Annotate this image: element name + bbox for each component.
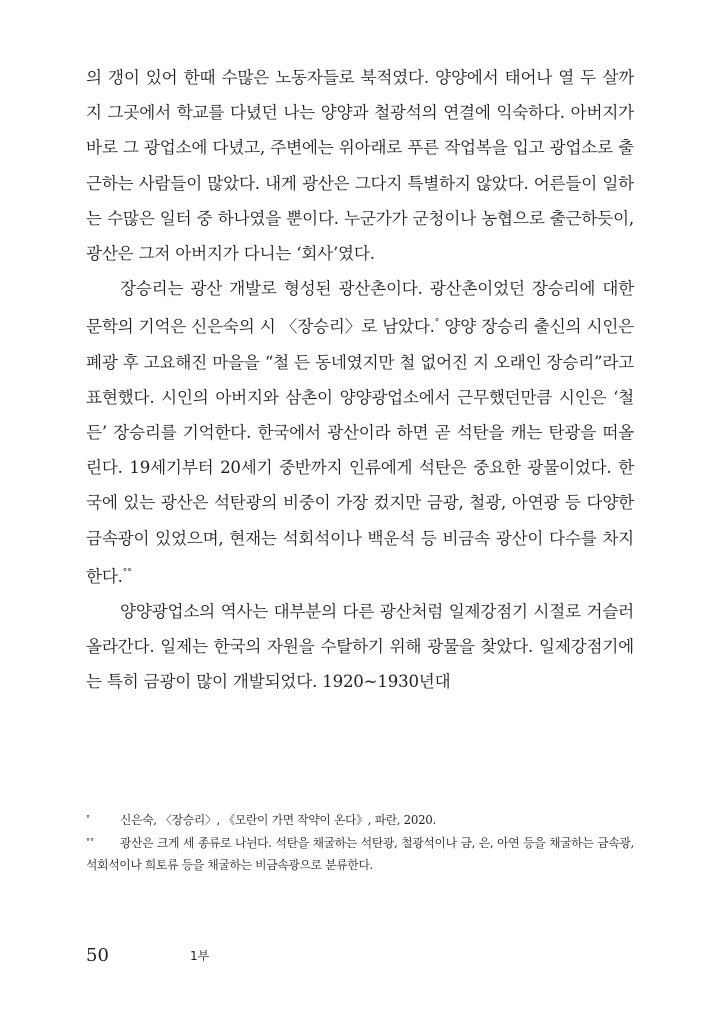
footnote-marker-2[interactable]: °° bbox=[122, 567, 132, 578]
footnote-2-marker: °° bbox=[86, 837, 94, 846]
footnote-1 bbox=[86, 808, 634, 831]
paragraph-3-text: 양양광업소의 역사는 대부분의 다른 광산처럼 일제강점기 시절로 거슬러 올라간다. 일제는 한국의 자원을 수탈하기 위해 광물을 찾았다. 일제강점기에는 특히 금광이 많이 개발되었다. 1920~1930년대 bbox=[86, 602, 634, 692]
footnote-marker-1[interactable]: ° bbox=[434, 318, 440, 329]
footnote-1-marker: ° bbox=[86, 814, 90, 823]
footnote-1-text: 신은숙, 〈장승리〉, 《모란이 가면 작약이 온다》, 파란, 2020. bbox=[120, 813, 436, 827]
paragraph-2-text-a: 장승리는 광산 개발로 형성된 광산촌이다. 광산촌이었던 장승리에 대한 문학의 기억은 신은숙의 시 〈장승리〉로 남았다. bbox=[86, 279, 634, 337]
body-text bbox=[86, 60, 634, 700]
footnote-2-text: 광산은 크게 세 종류로 나뉜다. 석탄을 채굴하는 석탄광, 철광석이나 금, 은, 아연 등을 채굴하는 금속광, 석회석이나 희토류 등을 채굴하는 비금속광으로 분류한다. bbox=[86, 836, 634, 872]
paragraph-3 bbox=[86, 594, 634, 700]
footnote-2 bbox=[86, 831, 634, 876]
footnotes bbox=[86, 808, 634, 876]
paragraph-2-text-b: 양양 장승리 출신의 시인은 폐광 후 고요해진 마을을 “철 든 동네였지만 철 없어진 지 오래인 장승리”라고 표현했다. 시인의 아버지와 삼촌이 양양광업소에서 근무했던만큼 시인은 ‘철 든’ 장승리를 기억한다. 한국에서 광산이라 하면 곧 석탄을 캐는 탄광을 떠올린다. 19세기부터 20세기 중반까지 인류에게 석탄은 중요한 광물이었다. 한국에 있는 광산은 석탄광의 비중이 가장 컸지만 금광, 철광, 아연광 등 다양한 금속광이 있었으며, 현재는 석회석이나 백운석 등 비금속 광산이 다수를 차지한다. bbox=[86, 317, 634, 586]
paragraph-1-text: 의 갱이 있어 한때 수많은 노동자들로 북적였다. 양양에서 태어나 열 두 살까지 그곳에서 학교를 다녔던 나는 양양과 철광석의 연결에 익숙하다. 아버지가 바로 그 광업소에 다녔고, 주변에는 위아래로 푸른 작업복을 입고 광업소로 출근하는 사람들이 많았다. 내게 광산은 그다지 특별하지 않았다. 어른들이 일하는 수많은 일터 중 하나였을 뿐이다. 누군가가 군청이나 농협으로 출근하듯이, 광산은 그저 아버지가 다니는 ‘회사’였다. bbox=[86, 68, 634, 264]
paragraph-1 bbox=[86, 60, 634, 271]
page-number: 50 bbox=[86, 945, 109, 966]
section-label: 1부 bbox=[190, 949, 210, 963]
paragraph-2 bbox=[86, 271, 634, 594]
